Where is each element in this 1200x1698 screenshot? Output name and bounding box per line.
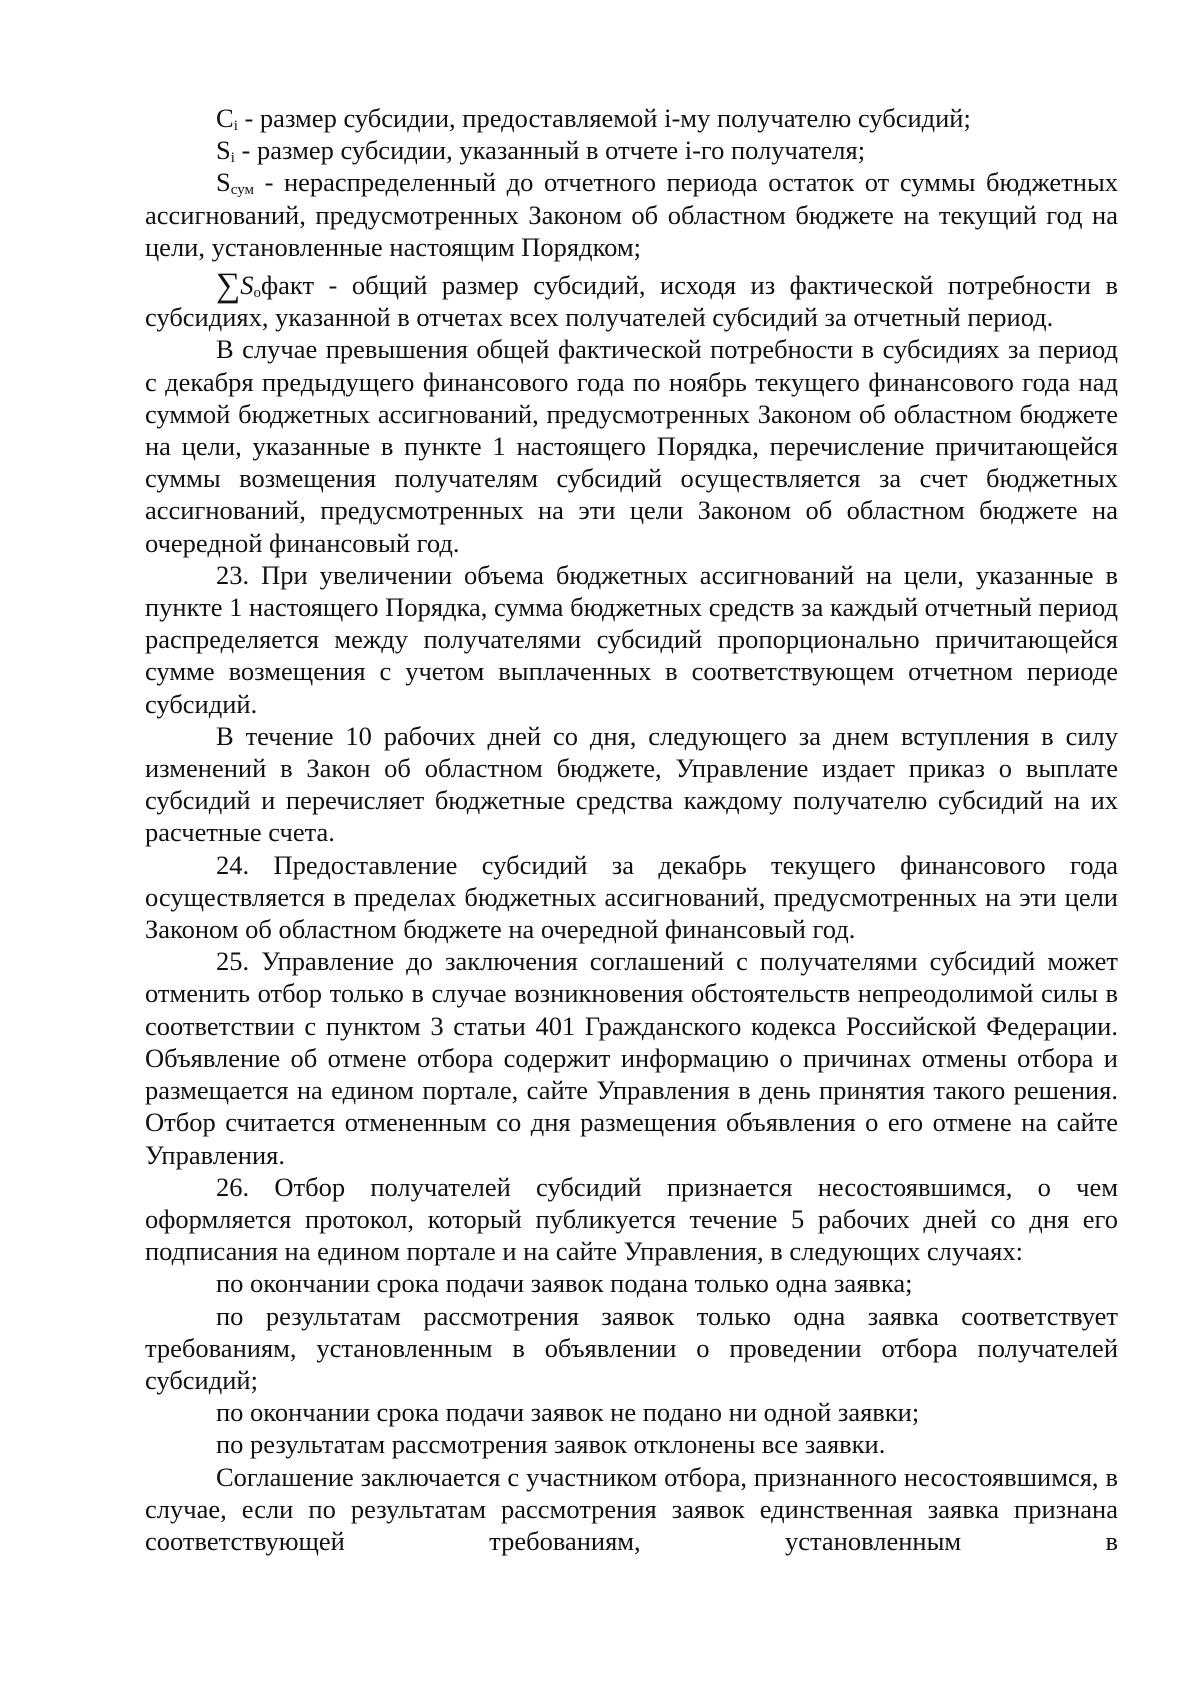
subscript-i: i — [233, 118, 238, 134]
paragraph-26: 26. Отбор получателей субсидий признается несостоявшимся, о чем оформляется протокол, который публикуется течение 5 рабочих дней со дня его подписания на едином портале и на сайте Управления, в следующих случаях: — [145, 1171, 1118, 1267]
subscript-o: o — [253, 285, 261, 302]
sum-sign-icon: ∑ — [216, 267, 241, 305]
case-item-2: по результатам рассмотрения заявок только одна заявка соответствует требованиям, установленным в объявлении о проведении отбора получателей субсидий; — [145, 1300, 1118, 1395]
symbol-s: S — [216, 135, 231, 166]
paragraph-24: 24. Предоставление субсидий за декабрь текущего финансового года осуществляется в пределах бюджетных ассигнований, предусмотренных на эти цели Законом об областном бюджете на очередной финансовый год. — [145, 849, 1118, 945]
paragraph-excess: В случае превышения общей фактической потребности в субсидиях за период с декабря предыдущего финансового года по ноябрь текущего финансового года над суммой бюджетных ассигнований, предусмотренных Законом об областном бюджете на цели, указанные в пункте 1 настоящего Порядка, перечисление причитающейся суммы возмещения получателям субсидий осуществляется за счет бюджетных ассигнований, предусмотренных на эти цели Законом об областном бюджете на очередной финансовый год. — [145, 334, 1118, 558]
definition-si-text: - размер субсидии, указанный в отчете i-го получателя; — [234, 135, 866, 166]
symbol-s: S — [240, 270, 254, 301]
subscript-i: i — [230, 150, 235, 167]
definition-sfact — [145, 269, 1118, 333]
case-item-3: по окончании срока подачи заявок не подано ни одной заявки; — [216, 1397, 920, 1428]
case-item-4: по результатам рассмотрения заявок отклонены все заявки. — [216, 1429, 886, 1460]
definition-ssum — [145, 166, 1118, 263]
definition-ci — [145, 102, 1118, 134]
paragraph-25: 25. Управление до заключения соглашений с получателями субсидий может отменить отбор только в случае возникновения обстоятельств непреодолимой силы в соответствии с пунктом 3 статьи 401 Гражданского кодекса Российской Федерации. Объявление об отмене отбора содержит информацию о причинах отмены отбора и размещается на едином портале, сайте Управления в день принятия такого решения. Отбор считается отмененным со дня размещения объявления о его отмене на сайте Управления. — [145, 946, 1118, 1170]
definition-ci-text: - размер субсидии, предоставляемой i-му получателю субсидий; — [237, 103, 971, 133]
definition-ssum-text: - нераспределенный до отчетного периода остаток от суммы бюджетных ассигнований, предусмотренных Законом об областном бюджете на текущий год на цели, установленные настоящим Порядком; — [145, 167, 1118, 262]
symbol-fact: факт — [261, 270, 315, 301]
definition-sfact-text: - общий размер субсидий, исходя из фактической потребности в субсидиях, указанной в отчетах всех получателей субсидий за отчетный период. — [145, 270, 1118, 333]
paragraph-23-transfer: В течение 10 рабочих дней со дня, следующего за днем вступления в силу изменений в Закон об областном бюджете, Управление издает приказ о выплате субсидий и перечисляет бюджетные средства каждому получателю субсидий на их расчетные счета. — [145, 720, 1118, 848]
case-item-1: по окончании срока подачи заявок подана только одна заявка; — [216, 1268, 913, 1299]
definition-si — [145, 134, 1118, 166]
paragraph-23: 23. При увеличении объема бюджетных ассигнований на цели, указанные в пункте 1 настоящего Порядка, сумма бюджетных средств за каждый отчетный период распределяется между получателями субсидий пропорционально причитающейся сумме возмещения с учетом выплаченных в соответствующем отчетном периоде субсидий. — [145, 559, 1118, 719]
paragraph-agreement: Соглашение заключается с участником отбора, признанного несостоявшимся, в случае, если по результатам рассмотрения заявок единственная заявка признана соответствующей требованиям, установленным в — [145, 1461, 1118, 1556]
symbol-s: S — [216, 167, 231, 198]
symbol-c: C — [216, 103, 234, 133]
subscript-sum: сум — [230, 182, 255, 199]
document-page — [145, 102, 1118, 1557]
